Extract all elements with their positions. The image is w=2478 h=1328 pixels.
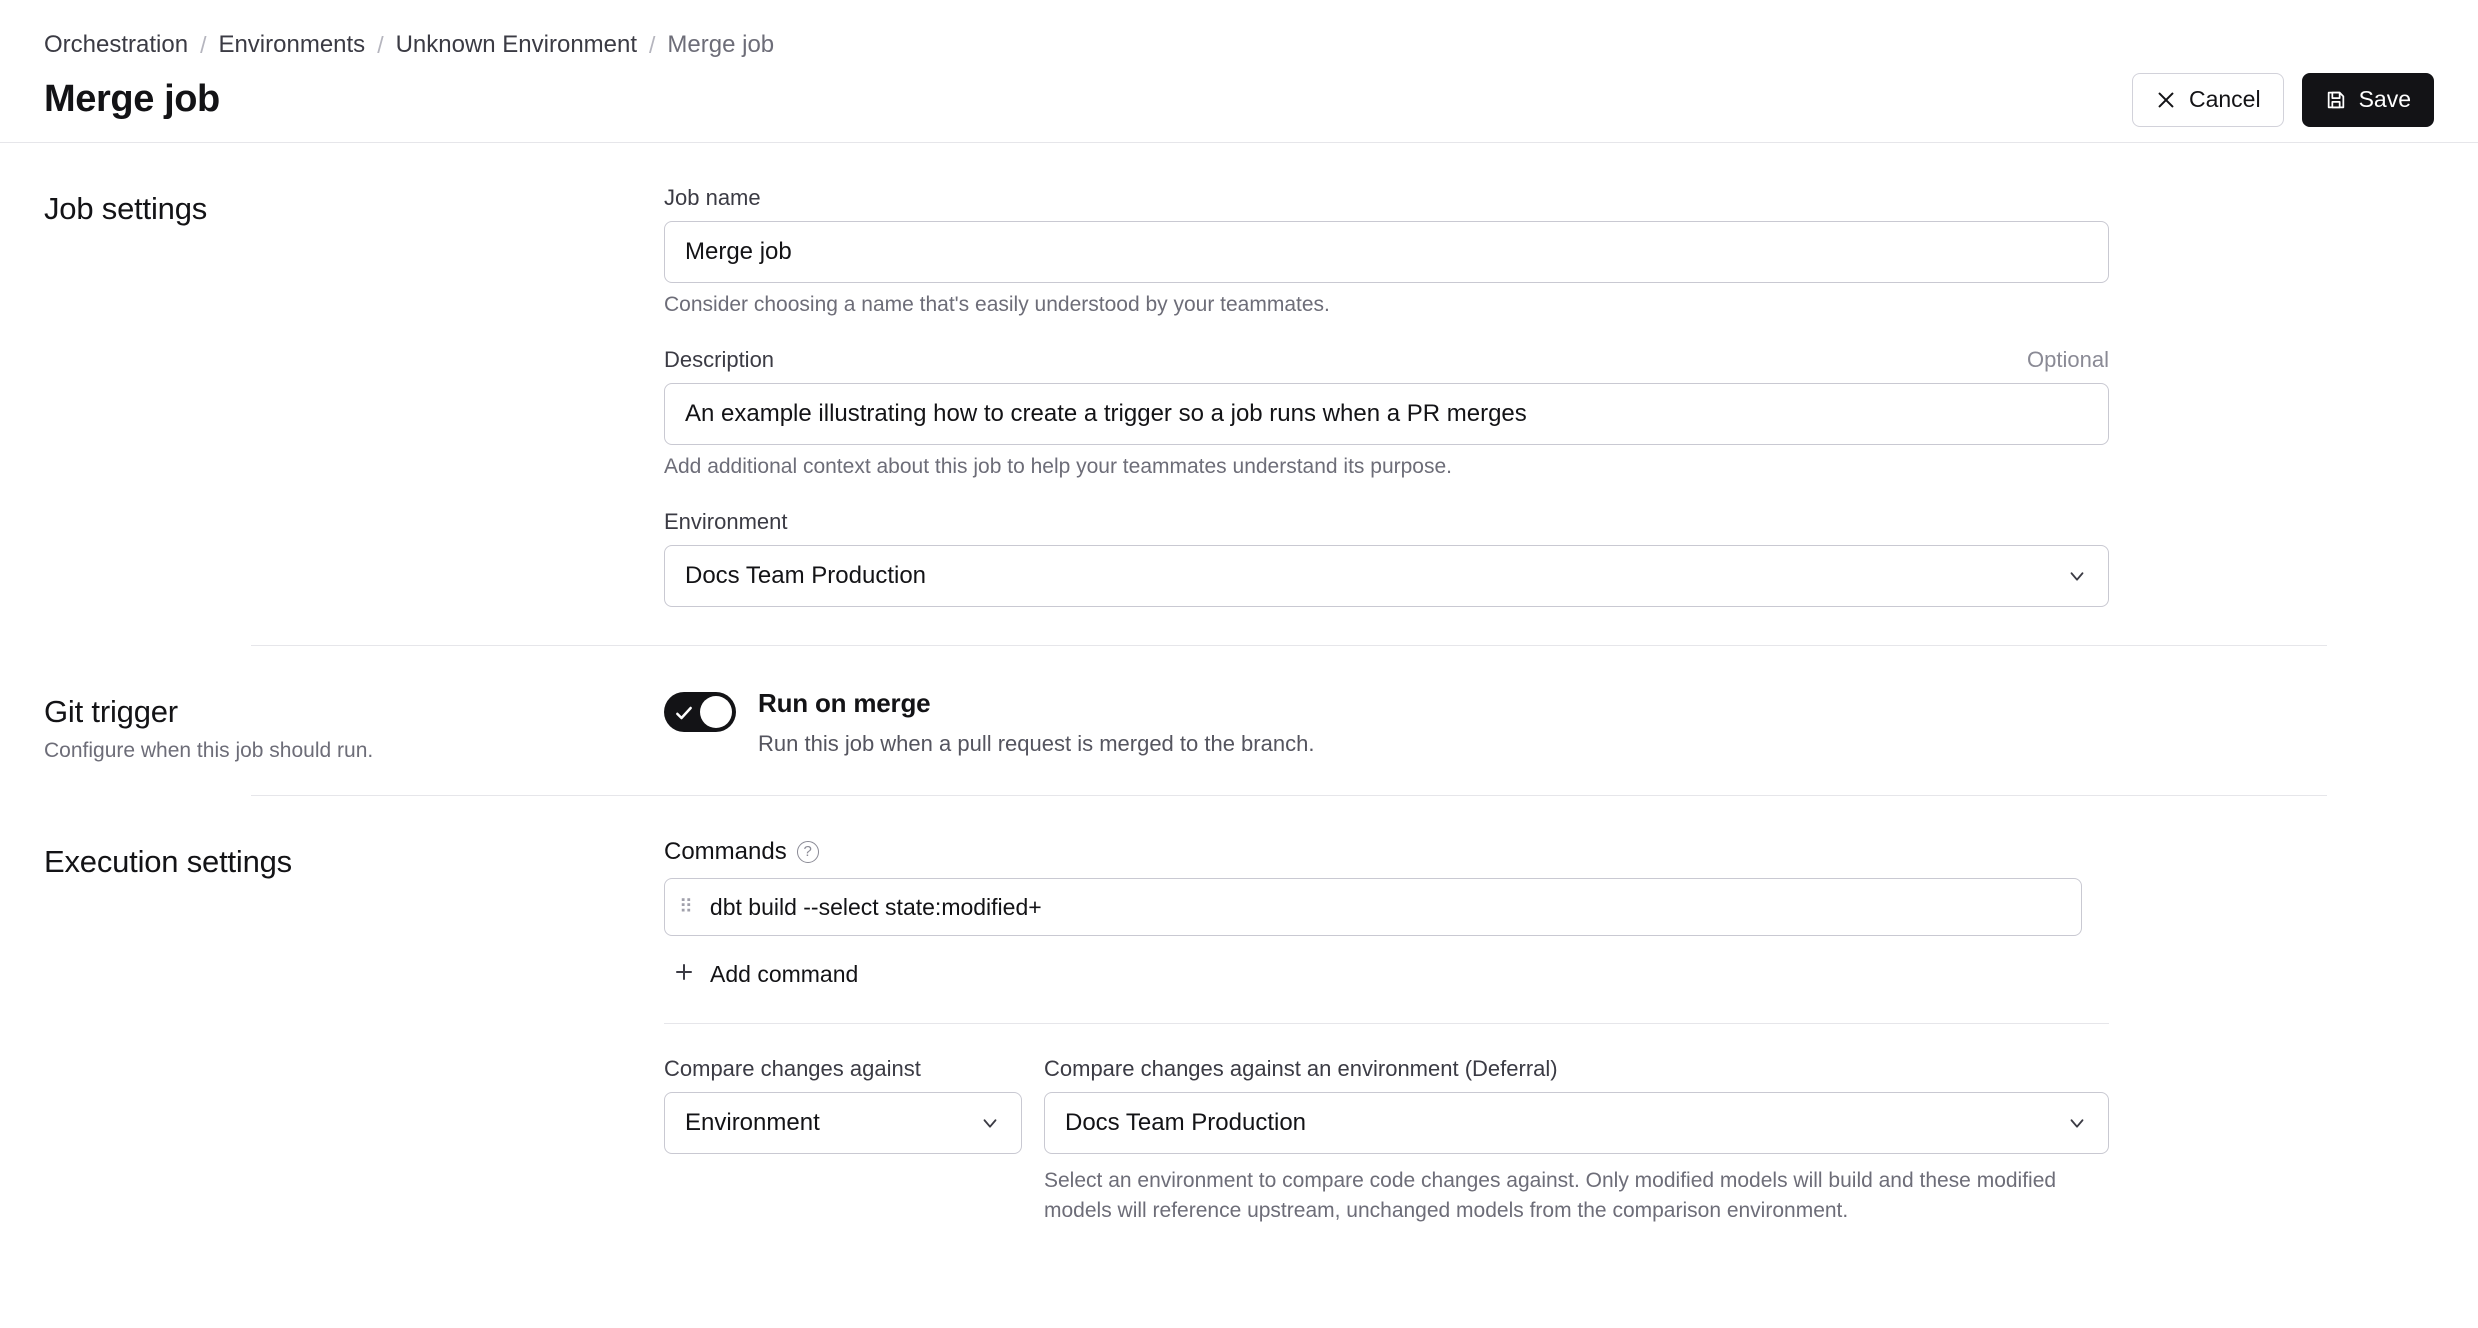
breadcrumb: [0, 0, 2478, 57]
deferral-environment-select[interactable]: [1044, 1092, 2109, 1154]
page-header: [0, 57, 2478, 143]
breadcrumb-separator: /: [200, 31, 207, 58]
toggle-knob: [700, 696, 732, 728]
check-icon: [674, 703, 694, 728]
breadcrumb-separator: /: [649, 31, 656, 58]
execution-settings-label: [44, 796, 664, 1265]
git-trigger-title: Git trigger: [44, 694, 178, 729]
deferral-environment-value: Docs Team Production: [1065, 1109, 1307, 1136]
deferral-environment-field: [1044, 1056, 2109, 1227]
git-trigger-label: [44, 646, 664, 795]
page-title: Merge job: [44, 78, 220, 120]
cancel-button-label: Cancel: [2188, 86, 2261, 112]
breadcrumb-separator: /: [377, 31, 384, 58]
command-input-value: dbt build --select state:modified+: [709, 893, 1042, 920]
environment-select-value: Docs Team Production: [685, 562, 927, 589]
run-on-merge-toggle[interactable]: [664, 692, 736, 732]
floppy-disk-icon: [2325, 89, 2347, 111]
job-settings-body: [664, 143, 2274, 645]
job-name-input[interactable]: Merge job: [664, 221, 2109, 283]
main-content: [0, 143, 2478, 1265]
section-execution-settings: [0, 796, 2478, 1265]
execution-settings-title: Execution settings: [44, 844, 292, 879]
compare-against-label: Compare changes against: [664, 1056, 921, 1081]
git-trigger-subtitle: Configure when this job should run.: [44, 739, 374, 762]
run-on-merge-text: [758, 688, 1314, 757]
run-on-merge-row: [664, 688, 2274, 757]
environment-label: Environment: [664, 509, 788, 534]
add-command-label: Add command: [710, 961, 859, 987]
chevron-down-icon: [2066, 565, 2088, 587]
job-settings-label: [44, 143, 664, 645]
run-on-merge-helper: Run this job when a pull request is merged to the branch.: [758, 731, 1315, 756]
save-button-label: Save: [2358, 86, 2411, 112]
breadcrumb-item-unknown-environment[interactable]: Unknown Environment: [395, 31, 638, 58]
compare-against-field: [664, 1056, 1022, 1227]
environment-select[interactable]: [664, 545, 2109, 607]
commands-label: Commands: [664, 838, 787, 865]
run-on-merge-label: Run on merge: [758, 688, 931, 718]
description-optional-badge: Optional: [2027, 347, 2109, 372]
compare-against-value: Environment: [685, 1109, 820, 1136]
job-name-helper: Consider choosing a name that's easily understood by your teammates.: [664, 293, 1330, 316]
compare-against-select[interactable]: [664, 1092, 1022, 1154]
execution-settings-body: [664, 796, 2274, 1265]
chevron-down-icon: [979, 1112, 1001, 1134]
breadcrumb-item-current: Merge job: [667, 31, 775, 58]
commands-label-row: [664, 838, 2274, 866]
chevron-down-icon: [2066, 1112, 2088, 1134]
plus-icon: [672, 960, 696, 989]
breadcrumb-item-orchestration[interactable]: Orchestration: [44, 31, 189, 58]
description-helper: Add additional context about this job to help your teammates understand its purpose.: [664, 455, 1452, 478]
save-button[interactable]: [2302, 73, 2434, 127]
cancel-button[interactable]: [2132, 73, 2284, 127]
drag-handle-icon[interactable]: ⠿: [679, 896, 694, 918]
field-environment: [664, 509, 2274, 607]
section-job-settings: [0, 143, 2478, 645]
description-label: Description: [664, 347, 775, 372]
deferral-helper: Select an environment to compare code changes against. Only modified models will build and these modified models will reference upstream, unchanged models from the comparison environment.: [1044, 1169, 2057, 1223]
execution-sub-divider: [664, 1023, 2109, 1024]
job-name-label: Job name: [664, 185, 761, 210]
job-settings-title: Job settings: [44, 191, 208, 226]
section-git-trigger: [0, 646, 2478, 795]
deferral-environment-label: Compare changes against an environment (Deferral): [1044, 1056, 1558, 1081]
breadcrumb-item-environments[interactable]: Environments: [218, 31, 366, 58]
close-icon: [2155, 89, 2177, 111]
deferral-row: [664, 1056, 2274, 1227]
question-mark-icon[interactable]: ?: [797, 841, 819, 863]
command-row[interactable]: [664, 878, 2082, 936]
description-input[interactable]: An example illustrating how to create a trigger so a job runs when a PR merges: [664, 383, 2109, 445]
field-description: [664, 347, 2274, 479]
add-command-button[interactable]: [672, 960, 858, 989]
git-trigger-body: [664, 646, 2274, 795]
header-actions: [2132, 73, 2434, 127]
field-job-name: [664, 185, 2274, 317]
